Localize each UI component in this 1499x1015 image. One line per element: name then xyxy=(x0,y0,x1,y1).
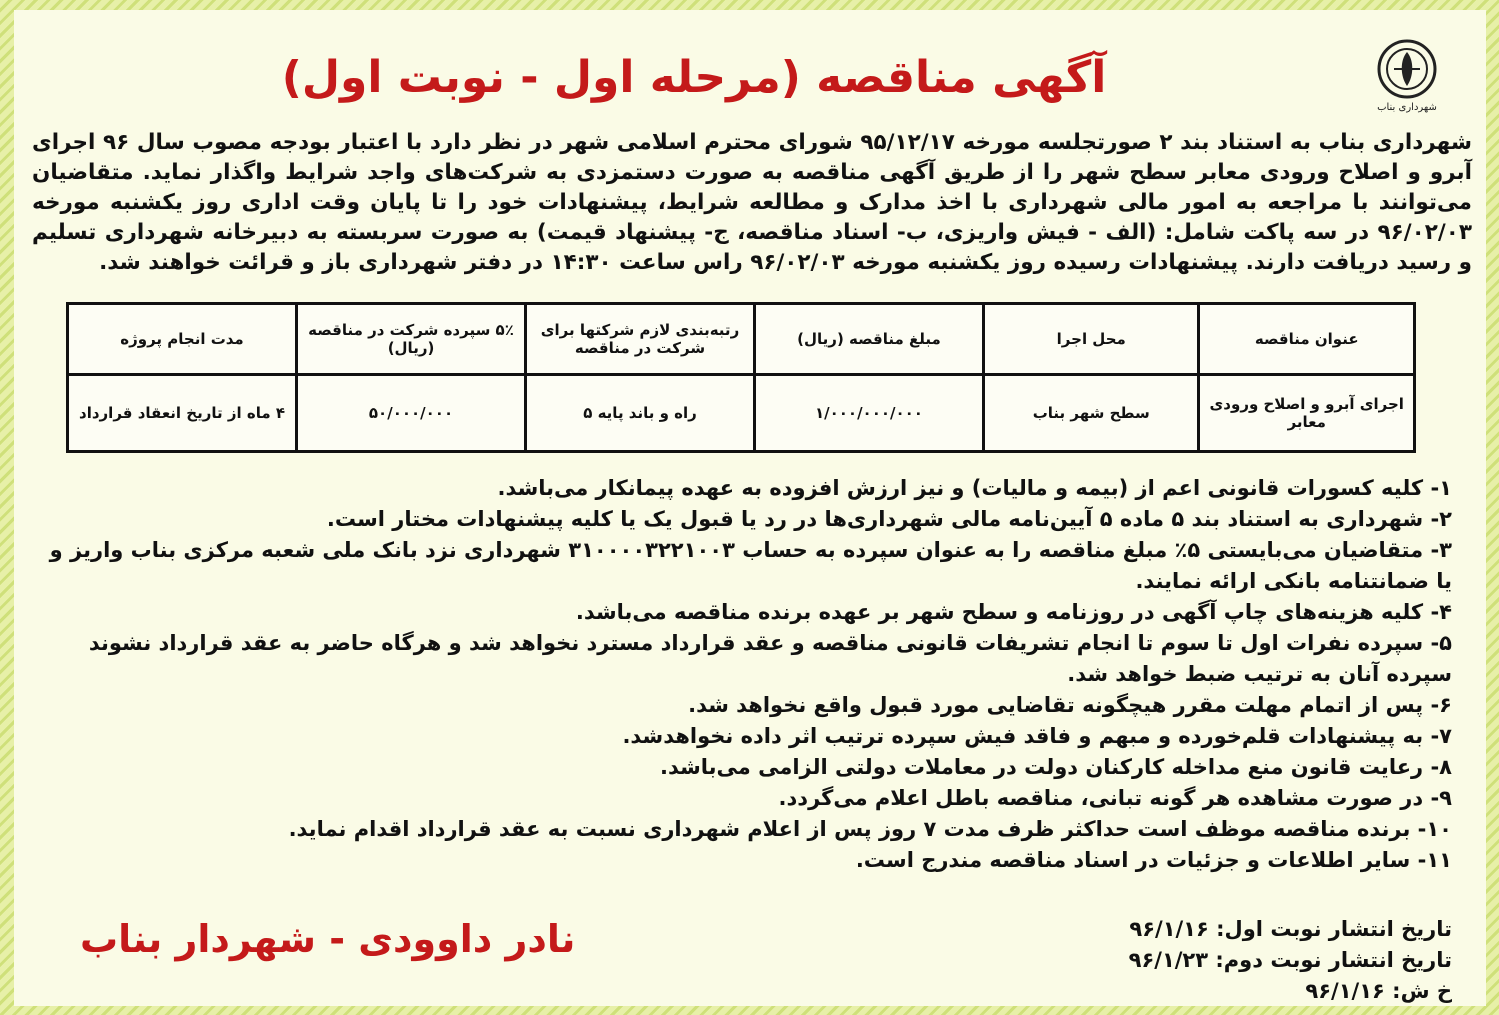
condition-item: ۹- در صورت مشاهده هر گونه تبانی، مناقصه باطل اعلام می‌گردد. xyxy=(778,786,1452,810)
header-location: محل اجرا xyxy=(983,304,1199,375)
cell-required-rank: راه و باند پایه ۵ xyxy=(526,375,755,452)
cell-amount: ۱/۰۰۰/۰۰۰/۰۰۰ xyxy=(754,375,983,452)
cell-tender-title: اجرای آبرو و اصلاح ورودی معابر xyxy=(1199,375,1415,452)
notice-paper xyxy=(14,10,1486,1006)
publication-dates xyxy=(892,914,1452,1007)
condition-item: ۱۱- سایر اطلاعات و جزئیات در اسناد مناقصه مندرج است. xyxy=(855,848,1452,872)
municipality-logo xyxy=(1362,38,1452,122)
condition-item: ۱۰- برنده مناقصه موظف است حداکثر ظرف مدت ۷ روز پس از اعلام شهرداری نسبت به عقد قرارداد اقدام نماید. xyxy=(288,817,1452,841)
second-publication-date: تاریخ انتشار نوبت دوم: ۹۶/۱/۲۳ xyxy=(1128,948,1452,972)
header-required-rank: رتبه‌بندی لازم شرکتها برای شرکت در مناقصه xyxy=(526,304,755,375)
cell-deposit: ۵۰/۰۰۰/۰۰۰ xyxy=(297,375,526,452)
cell-duration: ۴ ماه از تاریخ انعقاد قرارداد xyxy=(68,375,297,452)
condition-item: ۳- متقاضیان می‌بایستی ۵٪ مبلغ مناقصه را به عنوان سپرده به حساب ۳۱۰۰۰۰۳۲۲۱۰۰۳ شهرداری نزد بانک ملی شعبه مرکزی بناب واریز و یا ضمانتنامه بانکی ارائه نمایند. xyxy=(49,538,1452,593)
reference-code: خ ش: ۹۶/۱/۱۶ xyxy=(1305,979,1452,1003)
table-header-row xyxy=(68,304,1415,375)
condition-item: ۴- کلیه هزینه‌های چاپ آگهی در روزنامه و سطح شهر بر عهده برنده مناقصه می‌باشد. xyxy=(575,600,1452,624)
condition-item: ۸- رعایت قانون منع مداخله کارکنان دولت در معاملات دولتی الزامی می‌باشد. xyxy=(660,755,1452,779)
emblem-icon xyxy=(1372,38,1442,100)
intro-paragraph: شهرداری بناب به استناد بند ۲ صورتجلسه مورخه ۹۵/۱۲/۱۷ شورای محترم اسلامی شهر در نظر دارد با اعتبار بودجه مصوب سال ۹۶ اجرای آبرو و اصلاح ورودی معابر سطح شهر را از طریق آگهی مناقصه به صورت دستمزدی به شرکت‌های واجد شرایط واگذار نماید. متقاضیان می‌توانند با مراجعه به امور مالی شهرداری با اخذ مدارک و مطالعه شرایط، پیشنهادات خود را تا پایان وقت اداری روز یکشنبه مورخه ۹۶/۰۲/۰۳ در سه پاکت شامل: (الف - فیش واریزی، ب- اسناد مناقصه، ج- پیشنهاد قیمت) به صورت سربسته به دبیرخانه شهرداری تسلیم و رسید دریافت دارند. پیشنهادات رسیده روز یکشنبه مورخه ۹۶/۰۲/۰۳ راس ساعت ۱۴:۳۰ در دفتر شهرداری باز و قرائت خواهند شد. xyxy=(32,130,1472,275)
logo-caption: شهرداری بناب xyxy=(1377,102,1437,113)
conditions-list xyxy=(32,473,1452,876)
notice-title: آگهی مناقصه (مرحله اول - نوبت اول) xyxy=(281,52,1107,103)
mayor-signature: نادر داوودی - شهردار بناب xyxy=(80,917,576,961)
first-publication-date: تاریخ انتشار نوبت اول: ۹۶/۱/۱۶ xyxy=(1129,917,1452,941)
header-duration: مدت انجام پروژه xyxy=(68,304,297,375)
condition-item: ۷- به پیشنهادات قلم‌خورده و مبهم و فاقد فیش سپرده ترتیب اثر داده نخواهدشد. xyxy=(622,724,1452,748)
cell-location: سطح شهر بناب xyxy=(983,375,1199,452)
tender-table xyxy=(66,302,1416,453)
header-deposit: ۵٪ سپرده شرکت در مناقصه (ریال) xyxy=(297,304,526,375)
condition-item: ۵- سپرده نفرات اول تا سوم تا انجام تشریفات قانونی مناقصه و عقد قرارداد مسترد نخواهد شد و هرگاه حاضر به عقد قرارداد نشوند سپرده آنان به ترتیب ضبط خواهد شد. xyxy=(88,631,1452,686)
header-amount: مبلغ مناقصه (ریال) xyxy=(754,304,983,375)
condition-item: ۲- شهرداری به استناد بند ۵ ماده ۵ آیین‌نامه مالی شهرداری‌ها در رد یا قبول یک یا کلیه پیشنهادات مختار است. xyxy=(326,507,1452,531)
condition-item: ۶- پس از اتمام مهلت مقرر هیچگونه تقاضایی مورد قبول واقع نخواهد شد. xyxy=(688,693,1452,717)
header-tender-title: عنوان مناقصه xyxy=(1199,304,1415,375)
condition-item: ۱- کلیه کسورات قانونی اعم از (بیمه و مالیات) و نیز ارزش افزوده به عهده پیمانکار می‌باشد. xyxy=(497,476,1452,500)
table-row xyxy=(68,375,1415,452)
